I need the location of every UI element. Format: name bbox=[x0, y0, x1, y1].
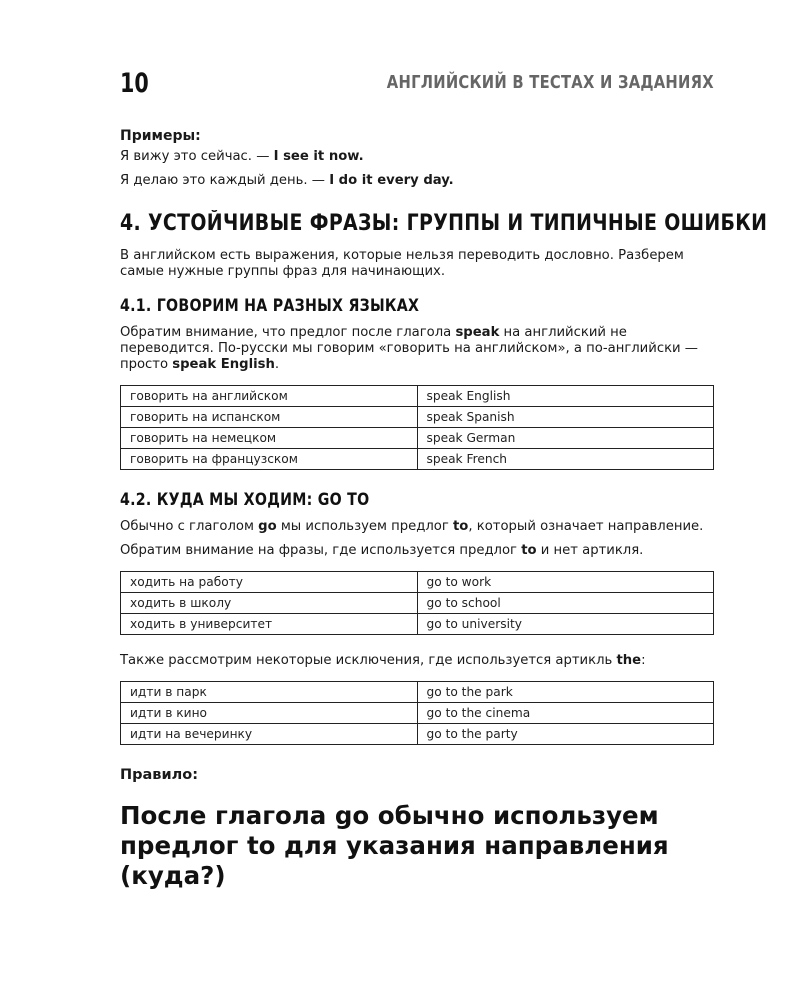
text-run: , который означает направление. bbox=[468, 519, 704, 534]
table-cell-ru: идти на вечеринку bbox=[121, 724, 418, 745]
example-line bbox=[120, 173, 714, 189]
table-row bbox=[121, 449, 714, 470]
section-4-heading: 4. УСТОЙЧИВЫЕ ФРАЗЫ: ГРУППЫ И ТИПИЧНЫЕ ОШИБКИ bbox=[120, 211, 768, 236]
section-4-2-line2 bbox=[120, 543, 714, 559]
bold-run: to bbox=[521, 543, 537, 558]
exceptions-text bbox=[120, 653, 714, 669]
rule-text: После глагола go обычно используем предлог to для указания направления (куда?) bbox=[120, 801, 669, 890]
table-row bbox=[121, 593, 714, 614]
table-row bbox=[121, 572, 714, 593]
table-row bbox=[121, 407, 714, 428]
section-4-1-heading: 4.1. ГОВОРИМ НА РАЗНЫХ ЯЗЫКАХ bbox=[120, 296, 420, 315]
table-row bbox=[121, 703, 714, 724]
section-4-2-heading: 4.2. КУДА МЫ ХОДИМ: GO TO bbox=[120, 490, 370, 509]
text-run: и нет артикля. bbox=[536, 543, 644, 558]
go-to-table bbox=[120, 571, 714, 635]
table-row bbox=[121, 614, 714, 635]
text-run: Обычно с глаголом bbox=[120, 519, 259, 534]
example-en: I see it now. bbox=[273, 149, 364, 164]
table-cell-en: go to the cinema bbox=[417, 703, 714, 724]
table-cell-ru: идти в парк bbox=[121, 682, 418, 703]
table-cell-en: speak French bbox=[417, 449, 714, 470]
table-cell-en: speak Spanish bbox=[417, 407, 714, 428]
bold-run: speak English bbox=[172, 357, 275, 372]
languages-table bbox=[120, 385, 714, 470]
table-cell-ru: ходить на работу bbox=[121, 572, 418, 593]
table-cell-ru: говорить на немецком bbox=[121, 428, 418, 449]
section-4-2-line1 bbox=[120, 519, 714, 535]
table-cell-en: speak German bbox=[417, 428, 714, 449]
table-cell-ru: говорить на французском bbox=[121, 449, 418, 470]
section-4-intro: В английском есть выражения, которые нельзя переводить дословно. Разберем самые нужные группы фраз для начинающих. bbox=[120, 248, 684, 279]
text-run: Обратим внимание на фразы, где используется предлог bbox=[120, 543, 522, 558]
example-en: I do it every day. bbox=[329, 173, 454, 188]
table-row bbox=[121, 428, 714, 449]
page-content bbox=[120, 128, 768, 891]
table-cell-en: go to school bbox=[417, 593, 714, 614]
bold-run: to bbox=[453, 519, 469, 534]
table-cell-ru: говорить на английском bbox=[121, 386, 418, 407]
page-number: 10 bbox=[120, 68, 149, 99]
table-cell-ru: идти в кино bbox=[121, 703, 418, 724]
exceptions-table bbox=[120, 681, 714, 745]
bold-run: go bbox=[258, 519, 277, 534]
table-cell-ru: ходить в школу bbox=[121, 593, 418, 614]
table-cell-ru: говорить на испанском bbox=[121, 407, 418, 428]
table-row bbox=[121, 724, 714, 745]
example-line bbox=[120, 149, 714, 165]
table-cell-en: speak English bbox=[417, 386, 714, 407]
example-ru: Я делаю это каждый день. — bbox=[120, 173, 330, 188]
table-cell-ru: ходить в университет bbox=[121, 614, 418, 635]
text-run: мы используем предлог bbox=[276, 519, 453, 534]
text-run: Также рассмотрим некоторые исключения, где используется артикль bbox=[120, 653, 617, 668]
running-title: АНГЛИЙСКИЙ В ТЕСТАХ И ЗАДАНИЯХ bbox=[386, 72, 714, 93]
rule-label: Правило: bbox=[120, 767, 199, 783]
text-run: на английский не переводится. По-русски мы говорим «говорить на английском», а по-английски — просто bbox=[120, 325, 698, 372]
table-cell-en: go to the park bbox=[417, 682, 714, 703]
examples-label: Примеры: bbox=[120, 128, 201, 144]
table-cell-en: go to university bbox=[417, 614, 714, 635]
table-row bbox=[121, 682, 714, 703]
bold-run: the bbox=[616, 653, 642, 668]
bold-run: speak bbox=[455, 325, 500, 340]
text-run: : bbox=[641, 653, 646, 668]
table-row bbox=[121, 386, 714, 407]
table-cell-en: go to the party bbox=[417, 724, 714, 745]
section-4-1-text bbox=[120, 325, 714, 373]
example-ru: Я вижу это сейчас. — bbox=[120, 149, 274, 164]
text-run: Обратим внимание, что предлог после глагола bbox=[120, 325, 456, 340]
text-run: . bbox=[274, 357, 280, 372]
table-cell-en: go to work bbox=[417, 572, 714, 593]
